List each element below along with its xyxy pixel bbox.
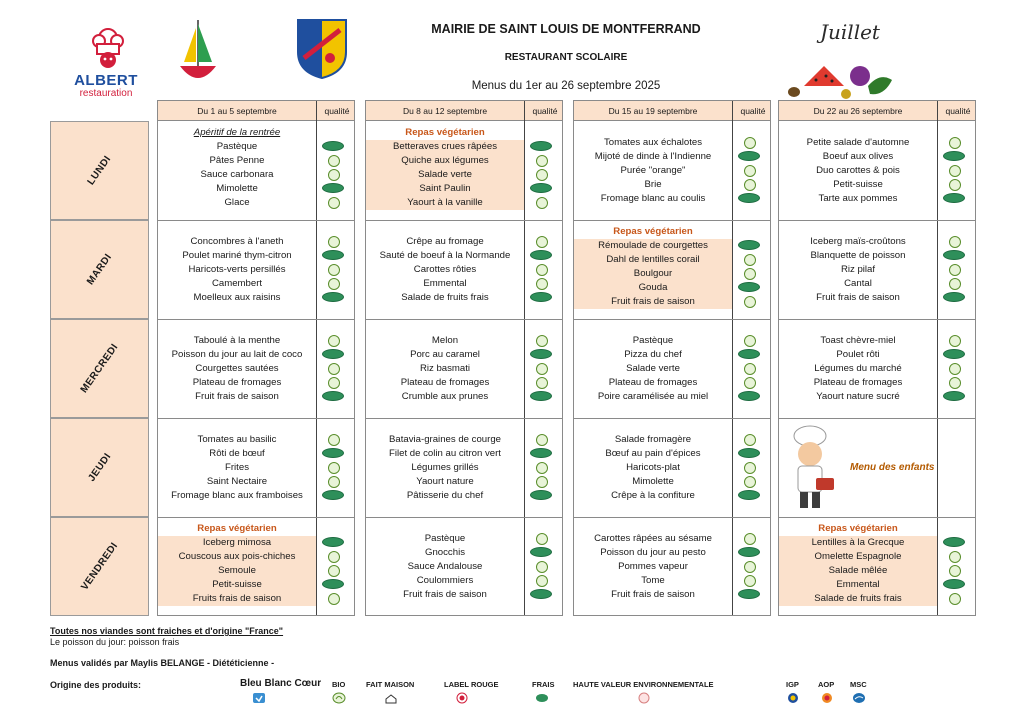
frais-icon: [530, 141, 552, 151]
day-menu: [366, 419, 562, 518]
menu-item: Yaourt nature sucré: [816, 391, 900, 402]
bio-icon: [536, 476, 548, 488]
bio-icon: [744, 335, 756, 347]
menu-item: Fruit frais de saison: [611, 589, 695, 600]
menu-item: Poisson du jour au pesto: [600, 547, 706, 558]
legend-aop: AOP: [818, 680, 835, 689]
day-menu: [366, 122, 562, 221]
menu-item: Boulgour: [574, 267, 732, 281]
menu-item: Sauce Andalouse: [407, 561, 483, 572]
menu-item: Pastèque: [216, 141, 258, 152]
menu-item: Quiche aux légumes: [366, 154, 524, 168]
menu-item: Gouda: [574, 281, 732, 295]
menu-item: Tomates au basilic: [197, 434, 277, 445]
quality-header: qualité: [945, 106, 971, 116]
week-block: [157, 100, 355, 616]
bio-icon: [744, 476, 756, 488]
day-label-vendredi: [50, 517, 149, 616]
menu-item: Tomates aux échalotes: [603, 137, 703, 148]
day-label-jeudi: [50, 418, 149, 517]
frais-icon: [943, 151, 965, 161]
menu-item: Plateau de fromages: [400, 377, 490, 388]
week-header: [779, 101, 975, 121]
quality-header: qualité: [740, 106, 766, 116]
menu-item: Emmental: [423, 278, 467, 289]
menu-item: Salade mêlée: [779, 564, 937, 578]
vegetarian-label: Repas végétarien: [613, 226, 693, 237]
bio-icon: [536, 169, 548, 181]
week-block: [778, 100, 976, 616]
menu-item: Salade de fruits frais: [779, 592, 937, 606]
day-label-text: JEUDI: [85, 451, 114, 484]
day-menu: [366, 320, 562, 419]
bio-icon: [328, 565, 340, 577]
menu-period: Menus du 1er au 26 septembre 2025: [471, 80, 661, 92]
footer-validation: Menus validés par Maylis BELANGE - Diététicienne -: [50, 658, 275, 668]
hve-icon: [637, 692, 651, 704]
frais-icon: [530, 292, 552, 302]
menu-item: Fruits frais de saison: [158, 592, 316, 606]
frais-icon: [738, 448, 760, 458]
bio-icon: [744, 296, 756, 308]
bio-icon: [949, 377, 961, 389]
albert-logo: [66, 26, 146, 102]
frais-icon: [322, 537, 344, 547]
juillet-logo: [780, 20, 900, 106]
menu-item: Poulet mariné thym-citron: [182, 250, 292, 261]
child-chef-illustration-icon: [786, 424, 842, 512]
day-menu: [158, 320, 354, 419]
menu-item: Iceberg mimosa: [158, 536, 316, 550]
menu-item: Bœuf au pain d'épices: [605, 448, 701, 459]
menu-item: Fruit frais de saison: [816, 292, 900, 303]
menu-item: Coulommiers: [416, 575, 474, 586]
menu-item: Riz pilaf: [840, 264, 876, 275]
bio-icon: [536, 363, 548, 375]
menu-item: Plateau de fromages: [608, 377, 698, 388]
menu-item: Carottes râpées au sésame: [594, 533, 712, 544]
vegetarian-label: Repas végétarien: [818, 523, 898, 534]
bio-icon: [536, 197, 548, 209]
frais-icon: [738, 490, 760, 500]
menu-item: Mimolette: [216, 183, 258, 194]
msc-icon: [852, 692, 866, 704]
frais-icon: [943, 193, 965, 203]
fruits-illustration-icon: [780, 46, 900, 106]
bio-icon: [949, 137, 961, 149]
menu-item: Petit-suisse: [158, 578, 316, 592]
legend-igp: IGP: [786, 680, 799, 689]
menu-item: Petite salade d'automne: [806, 137, 910, 148]
menu-item: Tarte aux pommes: [818, 193, 898, 204]
menu-item: Fruit frais de saison: [574, 295, 732, 309]
menu-item: Lentilles à la Grecque: [779, 536, 937, 550]
legend-bio: BIO: [332, 680, 346, 689]
menu-item: Pâtisserie du chef: [406, 490, 484, 501]
menu-item: Salade verte: [626, 363, 680, 374]
week-block: [573, 100, 771, 616]
bio-icon: [744, 268, 756, 280]
menu-item: Pastèque: [424, 533, 466, 544]
frais-icon: [738, 391, 760, 401]
bio-icon: [328, 278, 340, 290]
frais-icon: [738, 151, 760, 161]
bio-icon: [328, 264, 340, 276]
legend-msc: MSC: [850, 680, 867, 689]
menu-item: Plateau de fromages: [192, 377, 282, 388]
menu-item: Petit-suisse: [833, 179, 883, 190]
menu-item: Légumes du marché: [814, 363, 902, 374]
week-label: Du 22 au 26 septembre: [813, 106, 903, 116]
menu-item: Crêpe au fromage: [406, 236, 484, 247]
bio-icon: [328, 155, 340, 167]
bio-icon: [744, 561, 756, 573]
week-label: Du 8 au 12 septembre: [402, 106, 488, 116]
bio-icon: [328, 551, 340, 563]
week-label: Du 1 au 5 septembre: [197, 106, 277, 116]
menu-item: Mimolette: [632, 476, 674, 487]
bio-icon: [949, 236, 961, 248]
bio-icon: [536, 236, 548, 248]
aop-icon: [820, 692, 834, 704]
frais-icon: [530, 391, 552, 401]
day-menu: [574, 518, 770, 617]
bio-icon: [744, 462, 756, 474]
menu-item: Iceberg maïs-croûtons: [810, 236, 906, 247]
menu-item: Poire caramélisée au miel: [597, 391, 709, 402]
frais-icon: [322, 490, 344, 500]
bio-icon: [536, 575, 548, 587]
menu-item: Omelette Espagnole: [779, 550, 937, 564]
bio-icon: [536, 335, 548, 347]
menu-item: Semoule: [158, 564, 316, 578]
menu-item: Melon: [431, 335, 459, 346]
day-menu: [779, 518, 975, 617]
bio-icon: [328, 169, 340, 181]
bio-icon: [744, 377, 756, 389]
bio-icon: [949, 165, 961, 177]
day-label-mercredi: [50, 319, 149, 418]
vegetarian-label: Repas végétarien: [197, 523, 277, 534]
bio-icon: [536, 462, 548, 474]
menu-item: Fruit frais de saison: [195, 391, 279, 402]
frais-icon: [738, 240, 760, 250]
bio-icon: [949, 179, 961, 191]
frais-icon: [530, 250, 552, 260]
menu-item: Pizza du chef: [624, 349, 682, 360]
bio-icon: [328, 197, 340, 209]
week-header: [158, 101, 354, 121]
bio-icon: [949, 264, 961, 276]
quality-header: qualité: [532, 106, 558, 116]
menu-item: Toast chèvre-miel: [820, 335, 896, 346]
menu-item: Couscous aux pois-chiches: [158, 550, 316, 564]
menu-item: Crumble aux prunes: [401, 391, 489, 402]
frais-icon: [535, 692, 549, 704]
bio-icon: [328, 593, 340, 605]
menu-item: Duo carottes & pois: [816, 165, 900, 176]
frais-icon: [530, 349, 552, 359]
quality-header: qualité: [324, 106, 350, 116]
bio-icon: [332, 692, 346, 704]
menu-item: Poulet rôti: [836, 349, 880, 360]
bio-icon: [949, 593, 961, 605]
day-label-text: MARDI: [84, 251, 115, 288]
menu-item: Haricots-plat: [626, 462, 680, 473]
bio-icon: [744, 137, 756, 149]
bio-icon: [949, 565, 961, 577]
sailboat-logo-icon: [176, 16, 220, 88]
frais-icon: [738, 547, 760, 557]
menu-item: Apéritif de la rentrée: [193, 127, 281, 138]
frais-icon: [322, 349, 344, 359]
bio-icon: [744, 434, 756, 446]
menu-item: Carottes rôties: [413, 264, 477, 275]
menu-item: Légumes grillés: [411, 462, 479, 473]
bio-icon: [744, 165, 756, 177]
menu-item: Pâtes Penne: [209, 155, 265, 166]
menu-item: Sauce carbonara: [200, 169, 274, 180]
menu-item: Courgettes sautées: [195, 363, 279, 374]
bio-icon: [536, 264, 548, 276]
menu-item: Fruit frais de saison: [403, 589, 487, 600]
frais-icon: [738, 282, 760, 292]
label-rouge-icon: [455, 692, 469, 704]
day-menu: [574, 419, 770, 518]
week-header: [574, 101, 770, 121]
menu-item: Emmental: [779, 578, 937, 592]
day-menu: [366, 221, 562, 320]
bio-icon: [328, 476, 340, 488]
frais-icon: [322, 579, 344, 589]
day-label-text: LUNDI: [85, 153, 114, 188]
bio-icon: [328, 377, 340, 389]
frais-icon: [530, 589, 552, 599]
bleu-blanc-coeur-icon: [252, 692, 266, 704]
frais-icon: [943, 250, 965, 260]
day-label-lundi: [50, 121, 149, 220]
menu-item: Porc au caramel: [410, 349, 480, 360]
menu-item: Camembert: [211, 278, 263, 289]
fait-maison-icon: [384, 692, 398, 704]
menu-item: Yaourt à la vanille: [366, 196, 524, 210]
menu-item: Dahl de lentilles corail: [574, 253, 732, 267]
legend-bleu-blanc-coeur: Bleu Blanc Cœur: [240, 678, 322, 689]
bio-icon: [328, 434, 340, 446]
day-label-mardi: [50, 220, 149, 319]
menu-item: Boeuf aux olives: [822, 151, 894, 162]
bio-icon: [536, 434, 548, 446]
menu-item: Taboulé à la menthe: [193, 335, 281, 346]
frais-icon: [738, 193, 760, 203]
bio-icon: [328, 363, 340, 375]
menu-item: Tome: [641, 575, 665, 586]
bio-icon: [744, 533, 756, 545]
page-title: MAIRIE DE SAINT LOUIS DE MONTFERRAND: [431, 22, 701, 36]
bio-icon: [949, 335, 961, 347]
menu-item: Riz basmati: [419, 363, 471, 374]
vegetarian-label: Repas végétarien: [405, 127, 485, 138]
day-menu: [574, 122, 770, 221]
legend-label-rouge: LABEL ROUGE: [444, 680, 499, 689]
frais-icon: [322, 391, 344, 401]
menu-item: Brie: [644, 179, 662, 190]
week-header: [366, 101, 562, 121]
day-menu: [574, 320, 770, 419]
bio-icon: [536, 278, 548, 290]
frais-icon: [738, 349, 760, 359]
menu-item: Glace: [224, 197, 250, 208]
menu-item: Salade de fruits frais: [401, 292, 489, 303]
menu-item: Rémoulade de courgettes: [574, 239, 732, 253]
bio-icon: [328, 335, 340, 347]
day-menu: [574, 221, 770, 320]
menu-item: Concombres à l'aneth: [190, 236, 284, 247]
day-menu: [779, 221, 975, 320]
menu-item: Gnocchis: [425, 547, 465, 558]
frais-icon: [530, 490, 552, 500]
menu-item: Crêpe à la confiture: [611, 490, 695, 501]
bio-icon: [949, 278, 961, 290]
frais-icon: [738, 589, 760, 599]
day-menu: [158, 419, 354, 518]
chef-hat-icon: [88, 26, 128, 70]
bio-icon: [744, 363, 756, 375]
albert-sub: restauration: [79, 88, 133, 99]
frais-icon: [943, 537, 965, 547]
igp-icon: [786, 692, 800, 704]
frais-icon: [943, 292, 965, 302]
frais-icon: [530, 448, 552, 458]
day-menu: [366, 518, 562, 617]
bio-icon: [536, 561, 548, 573]
frais-icon: [322, 250, 344, 260]
bio-icon: [328, 236, 340, 248]
legend-hve: HAUTE VALEUR ENVIRONNEMENTALE: [573, 680, 714, 689]
day-label-text: MERCREDI: [78, 341, 121, 396]
menu-item: Blanquette de poisson: [810, 250, 906, 261]
menu-item: Fromage blanc aux framboises: [171, 490, 303, 501]
menu-enfants-label: Menu des enfants: [850, 462, 935, 473]
menu-item: Haricots-verts persillés: [188, 264, 286, 275]
menu-item: Betteraves crues râpées: [366, 140, 524, 154]
albert-brand: ALBERT: [74, 72, 138, 89]
bio-icon: [536, 533, 548, 545]
footer-poisson: Le poisson du jour: poisson frais: [50, 637, 180, 647]
frais-icon: [322, 292, 344, 302]
frais-icon: [322, 183, 344, 193]
bio-icon: [949, 363, 961, 375]
footer-origine: Origine des produits:: [50, 680, 142, 690]
menu-item: Salade fromagère: [614, 434, 692, 445]
menu-item: Pastèque: [632, 335, 674, 346]
day-label-text: VENDREDI: [79, 540, 120, 593]
day-menu: [779, 320, 975, 419]
week-label: Du 15 au 19 septembre: [608, 106, 698, 116]
menu-item: Batavia-graines de courge: [389, 434, 501, 445]
day-menu: [158, 122, 354, 221]
menu-item: Plateau de fromages: [813, 377, 903, 388]
juillet-text: Juillet: [820, 20, 880, 44]
frais-icon: [322, 141, 344, 151]
frais-icon: [943, 579, 965, 589]
day-menu: [158, 518, 354, 617]
menu-item: Saint Paulin: [366, 182, 524, 196]
menu-item: Salade verte: [366, 168, 524, 182]
menu-item: Purée "orange": [620, 165, 686, 176]
day-menu: [158, 221, 354, 320]
menu-item: Fromage blanc au coulis: [600, 193, 706, 204]
frais-icon: [530, 547, 552, 557]
town-crest-icon: [296, 18, 348, 80]
menu-item: Filet de colin au citron vert: [389, 448, 501, 459]
legend-frais: FRAIS: [532, 680, 555, 689]
menu-item: Yaourt nature: [416, 476, 474, 487]
menu-item: Sauté de boeuf à la Normande: [379, 250, 511, 261]
menu-item: Frites: [225, 462, 249, 473]
bio-icon: [536, 377, 548, 389]
footer-viandes: Toutes nos viandes sont fraiches et d'origine "France": [50, 626, 284, 636]
menu-item: Mijoté de dinde à l'Indienne: [594, 151, 712, 162]
menu-item: Moelleux aux raisins: [193, 292, 281, 303]
bio-icon: [949, 551, 961, 563]
frais-icon: [530, 183, 552, 193]
bio-icon: [536, 155, 548, 167]
frais-icon: [322, 448, 344, 458]
menu-item: Poisson du jour au lait de coco: [171, 349, 303, 360]
week-block: [365, 100, 563, 616]
bio-icon: [744, 254, 756, 266]
page-subtitle: RESTAURANT SCOLAIRE: [504, 52, 628, 63]
bio-icon: [328, 462, 340, 474]
menu-item: Cantal: [844, 278, 872, 289]
bio-icon: [744, 179, 756, 191]
legend-fait-maison: FAIT MAISON: [366, 680, 415, 689]
frais-icon: [943, 391, 965, 401]
menu-item: Pommes vapeur: [618, 561, 688, 572]
menu-item: Saint Nectaire: [206, 476, 268, 487]
menu-item: Rôti de bœuf: [209, 448, 265, 459]
bio-icon: [744, 575, 756, 587]
frais-icon: [943, 349, 965, 359]
day-menu: [779, 122, 975, 221]
